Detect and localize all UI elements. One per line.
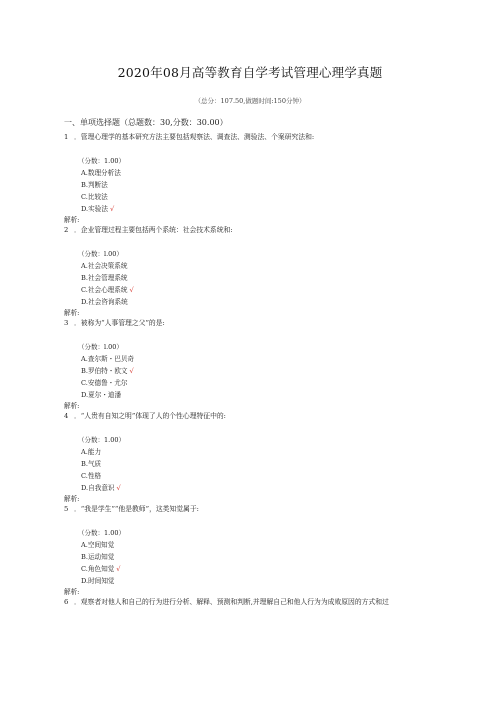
analysis-label: 解析: bbox=[64, 402, 80, 410]
correct-check-icon: √ bbox=[116, 484, 121, 492]
option-b[interactable]: B.社会管理系统 bbox=[81, 274, 128, 282]
question-number: 5 bbox=[64, 505, 69, 513]
question-number: 3 bbox=[64, 319, 69, 327]
question-score: （分数：1.00） bbox=[78, 157, 125, 165]
option-c[interactable]: C.性格 bbox=[81, 472, 102, 480]
analysis-label: 解析: bbox=[64, 309, 80, 317]
question-score: （分数：l.00） bbox=[78, 343, 123, 351]
option-a[interactable]: A.社会决策系统 bbox=[81, 262, 128, 270]
page-title: 2020年08月高等教育自学考试管理心理学真题 bbox=[117, 65, 383, 80]
question-2 bbox=[0, 225, 500, 318]
analysis-label: 解析: bbox=[64, 216, 80, 224]
option-d[interactable]: D.时间知觉 bbox=[81, 577, 115, 585]
option-a[interactable]: A.能力 bbox=[81, 448, 102, 456]
option-b[interactable]: B.罗伯特・欧文 √ bbox=[81, 367, 134, 375]
question-stem bbox=[64, 225, 464, 236]
question-text: ．被称为“人事管理之父”的是: bbox=[74, 319, 165, 327]
question-stem bbox=[64, 504, 464, 515]
question-5 bbox=[0, 504, 500, 597]
question-stem bbox=[64, 597, 464, 608]
question-4 bbox=[0, 411, 500, 504]
option-d[interactable]: D.实验法 √ bbox=[81, 205, 115, 213]
question-number: 2 bbox=[64, 226, 69, 234]
question-stem bbox=[64, 132, 464, 143]
correct-check-icon: √ bbox=[116, 565, 121, 573]
question-text: ．“人贵有自知之明”体现了人的个性心理特征中的: bbox=[74, 412, 226, 420]
question-stem bbox=[64, 318, 464, 329]
question-3 bbox=[0, 318, 500, 411]
correct-check-icon: √ bbox=[129, 367, 134, 375]
option-b[interactable]: B.判断法 bbox=[81, 181, 108, 189]
question-6 bbox=[0, 597, 500, 608]
option-c[interactable]: C.安德鲁・尤尔 bbox=[81, 379, 128, 387]
option-c[interactable]: C.社会心理系统 √ bbox=[81, 286, 134, 294]
analysis-label: 解析: bbox=[64, 588, 80, 596]
question-text: ．观察者对他人和自己的行为进行分析、解释、预测和判断,并理解自己和他人行为为成败原因的方式和过 bbox=[74, 598, 389, 606]
question-list bbox=[0, 132, 500, 608]
question-score: （分数：1.00） bbox=[78, 529, 125, 537]
option-d[interactable]: D.夏尔・迪潘 bbox=[81, 391, 122, 399]
correct-check-icon: √ bbox=[129, 286, 134, 294]
exam-meta: （总分：107.50,做题时间:150分钟） bbox=[194, 97, 306, 105]
question-number: 4 bbox=[64, 412, 69, 420]
option-b[interactable]: B.气质 bbox=[81, 460, 102, 468]
option-a[interactable]: A.数理分析法 bbox=[81, 169, 121, 177]
question-score: （分数：l.00） bbox=[78, 250, 123, 258]
option-c[interactable]: C.角色知觉 √ bbox=[81, 565, 121, 573]
correct-check-icon: √ bbox=[109, 205, 115, 213]
option-a[interactable]: A.空间知觉 bbox=[81, 541, 115, 549]
option-c[interactable]: C.比较法 bbox=[81, 193, 108, 201]
analysis-label: 解析: bbox=[64, 495, 80, 503]
question-text: ．管理心理学的基本研究方法主要包括观察法、调查法、测验法、个案研究法和: bbox=[74, 133, 315, 141]
question-text: ．企业管理过程主要包括两个系统：社会技术系统和: bbox=[74, 226, 233, 234]
option-d[interactable]: D.自我意识 √ bbox=[81, 484, 121, 492]
question-text: ．“我是学生”“他是教师”，这类知觉属于: bbox=[74, 505, 199, 513]
question-number: 6 bbox=[64, 598, 69, 606]
option-a[interactable]: A.查尔斯・巴贝奇 bbox=[81, 355, 135, 363]
option-b[interactable]: B.运动知觉 bbox=[81, 553, 115, 561]
question-stem bbox=[64, 411, 464, 422]
section-heading: 一、单项选择题（总题数：30,分数：30.00） bbox=[64, 118, 228, 127]
question-1 bbox=[0, 132, 500, 225]
question-score: （分数：1.00） bbox=[78, 436, 125, 444]
question-number: 1 bbox=[64, 133, 69, 141]
option-d[interactable]: D.社会咨询系统 bbox=[81, 298, 128, 306]
